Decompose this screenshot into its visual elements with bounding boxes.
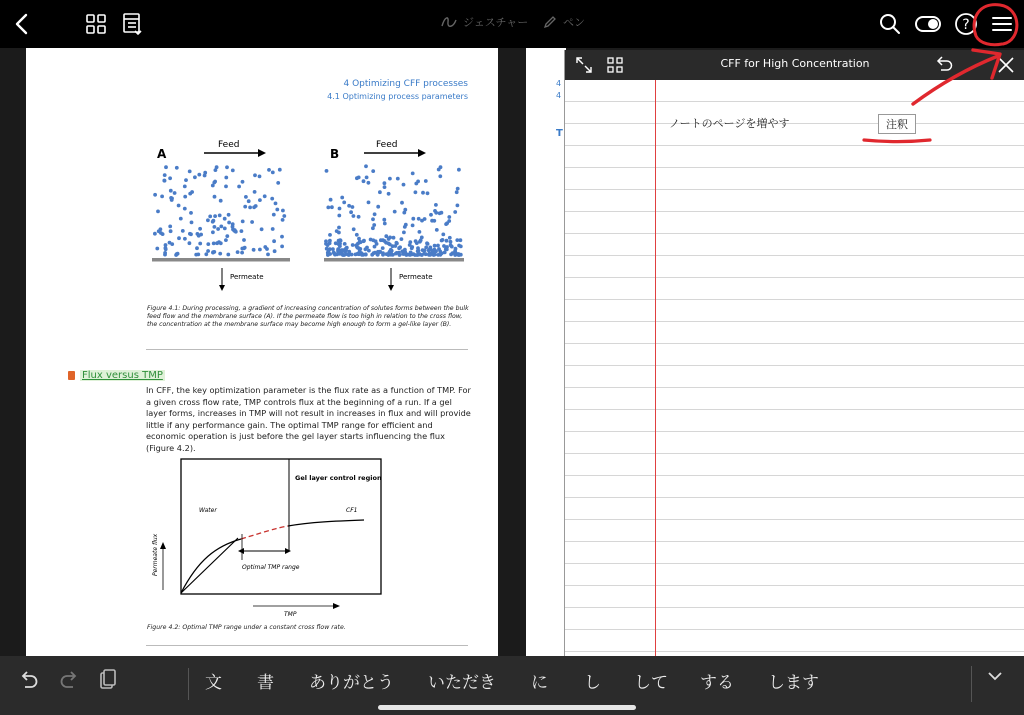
permeate-label-b: Permeate xyxy=(399,273,433,281)
figure-4-1-caption: Figure 4.1: During processing, a gradient of increasing concentration of solutes forms between the bulk feed flow and the membrane surface (A). If the permeate flow is too high in relation to the cross flow, the concentration at the membrane surface may become high enough to form a gel-like layer (B). xyxy=(147,305,469,329)
clipboard-icon[interactable] xyxy=(94,667,120,693)
pdf-page-right[interactable] xyxy=(526,48,566,656)
membrane-a xyxy=(152,258,290,262)
back-chevron-icon[interactable] xyxy=(8,10,36,38)
gesture-mode-toggle[interactable] xyxy=(440,14,528,30)
suggestion-item[interactable]: します xyxy=(768,673,819,693)
cf1-curve-plateau xyxy=(288,520,364,526)
pdf-page-left[interactable] xyxy=(26,48,498,656)
display-toggle-icon[interactable] xyxy=(914,10,942,38)
right-page-fragment-2: 4 xyxy=(556,91,562,100)
outline-list-icon[interactable] xyxy=(118,10,146,38)
x-axis-label: TMP xyxy=(284,611,297,618)
permeate-label-a: Permeate xyxy=(230,273,264,281)
undo-icon[interactable] xyxy=(16,667,42,693)
page-grid-icon[interactable] xyxy=(82,10,110,38)
section-heading[interactable]: Flux versus TMP xyxy=(82,370,163,381)
search-icon[interactable] xyxy=(876,10,904,38)
chapter-header: 4 Optimizing CFF processes xyxy=(343,79,468,89)
cf1-curve-dashed xyxy=(241,526,288,539)
gel-region-label: Gel layer control region xyxy=(295,474,382,482)
suggestion-item[interactable]: に xyxy=(531,673,548,693)
note-margin-line xyxy=(655,80,656,656)
suggestion-item[interactable]: し xyxy=(584,673,601,693)
figure-4-1 xyxy=(26,48,498,298)
right-page-fragment-3: T xyxy=(556,128,563,139)
annotation-button[interactable]: 注釈 xyxy=(878,114,916,134)
menu-icon[interactable] xyxy=(988,10,1016,38)
pen-icon xyxy=(542,14,558,30)
home-indicator[interactable] xyxy=(378,705,636,710)
panel-b-label: B xyxy=(330,147,340,161)
suggestion-item[interactable]: ありがとう xyxy=(309,673,394,693)
feed-label-b: Feed xyxy=(376,140,398,150)
caption-divider xyxy=(146,349,468,350)
y-axis-label: Permeate flux xyxy=(152,533,159,576)
panel-a-label: A xyxy=(157,147,167,161)
lined-note-area[interactable] xyxy=(565,80,1024,656)
caption-divider-2 xyxy=(146,645,468,646)
suggestion-divider-right xyxy=(971,666,972,702)
optimal-range-label: Optimal TMP range xyxy=(242,564,300,571)
redo-icon[interactable] xyxy=(56,667,82,693)
water-line xyxy=(181,538,238,593)
suggestion-divider-left xyxy=(188,668,189,700)
suggestion-item[interactable]: いただき xyxy=(428,673,496,693)
solute-dots-a xyxy=(153,165,286,257)
top-toolbar xyxy=(0,0,1024,48)
note-panel xyxy=(564,50,1024,656)
help-icon[interactable] xyxy=(952,10,980,38)
feed-label-a: Feed xyxy=(218,140,240,150)
solute-dots-b xyxy=(324,164,463,257)
bookmark-icon xyxy=(68,371,75,380)
close-icon[interactable] xyxy=(996,55,1016,75)
cf1-label: CF1 xyxy=(346,507,358,514)
water-label: Water xyxy=(199,507,217,514)
suggestion-item[interactable]: して xyxy=(634,673,668,693)
note-text[interactable]: ノートのページを増やす xyxy=(669,117,790,130)
suggestion-item[interactable]: 書 xyxy=(257,673,274,693)
figure-4-2-caption: Figure 4.2: Optimal TMP range under a constant cross flow rate. xyxy=(147,624,346,631)
section-body: In CFF, the key optimization parameter is the flux rate as a function of TMP. For a given cross flow rate, TMP controls flux at the beginning of a run. If a gel layer forms, increases in TMP will not result in increases in flux and will provide little if any performance gain. The optimal TMP range for efficient and economic operation is just before the gel layer starts influencing the flux (Figure 4.2). xyxy=(146,385,471,453)
undo-note-icon[interactable] xyxy=(933,55,955,75)
pen-label: ペン xyxy=(563,16,585,29)
right-page-fragment-1: 4 xyxy=(556,79,562,88)
gesture-label: ジェスチャー xyxy=(463,16,529,29)
help-glyph: ? xyxy=(962,17,970,33)
suggestion-item[interactable]: 文 xyxy=(205,673,222,693)
section-heading-row xyxy=(68,370,165,381)
gesture-icon xyxy=(440,14,458,30)
keyboard-suggestion-bar xyxy=(0,656,1024,715)
note-panel-header xyxy=(565,50,1024,80)
pen-mode-toggle[interactable] xyxy=(542,14,585,30)
membrane-b xyxy=(324,258,464,262)
note-title: CFF for High Concentration xyxy=(720,57,870,70)
chevron-down-icon[interactable] xyxy=(984,665,1006,687)
suggestion-item[interactable]: する xyxy=(700,673,734,693)
section-header: 4.1 Optimizing process parameters xyxy=(327,92,468,101)
